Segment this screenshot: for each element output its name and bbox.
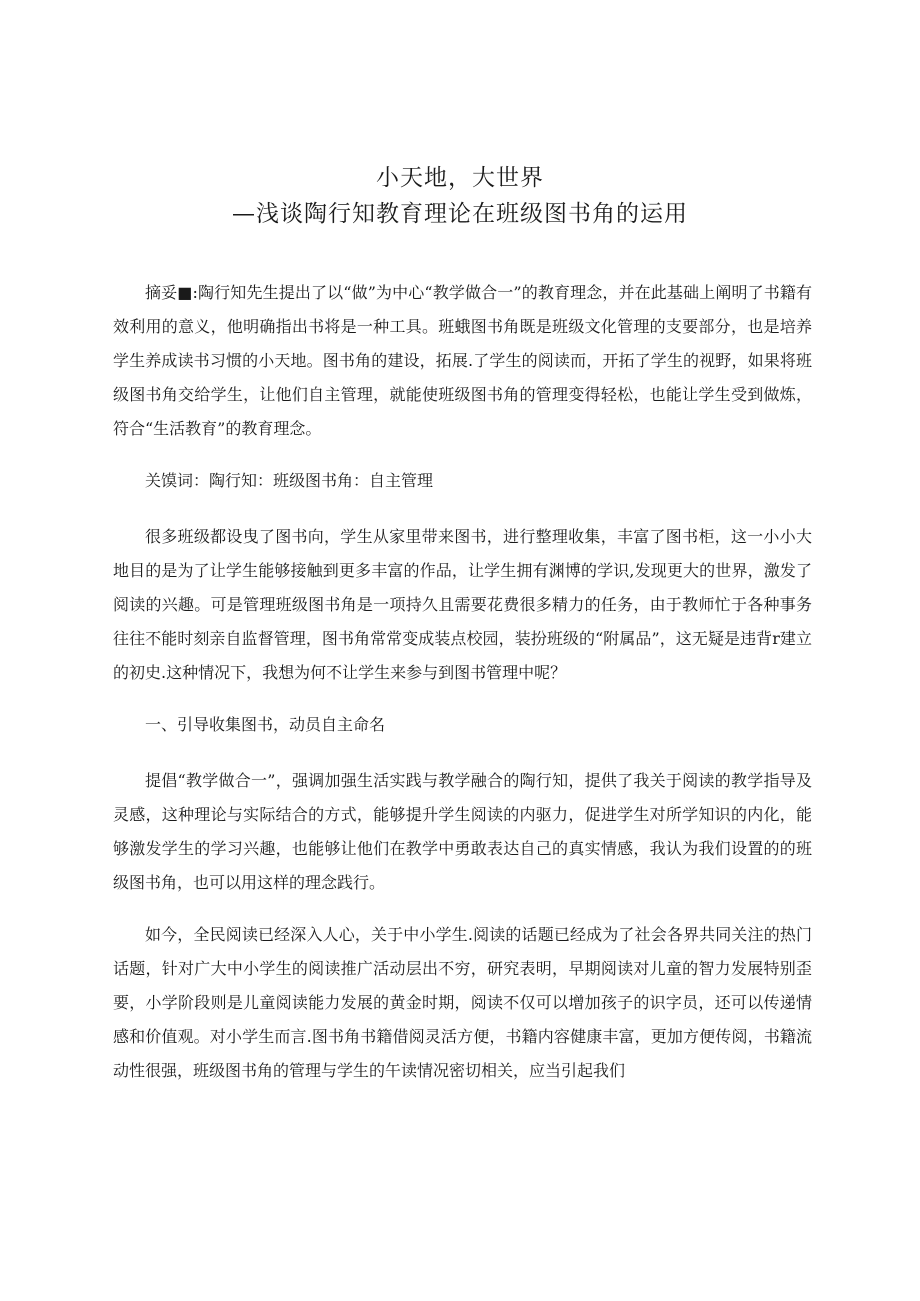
document-body — [113, 276, 812, 1106]
section-heading: 一、引导收集图书，动员自主命名 — [145, 715, 386, 734]
body-paragraph: 提倡“教学做合一”，强调加强生活实践与教学融合的陶行知，提供了我关于阅读的教学指导及灵感，这种理论与实际结合的方式，能够提升学生阅读的内驱力，促进学生对所学知识的内化，能够激发学生的学习兴趣，也能够让他们在教学中勇敢表达自己的真实情感，我认为我们设置的的班级图书角，也可以用这样的理念践行。 — [113, 771, 812, 892]
body-paragraph: 如今，全民阅读已经深入人心，关于中小学生.阅读的话题已经成为了社会各界共同关注的热门话题，针对广大中小学生的阅读推广活动层出不穷，研究表明，早期阅读对儿童的智力发展特别歪要，小学阶段则是儿童阅读能力发展的黄金时期，阅读不仅可以增加孩子的识字员，还可以传递情感和价值观。对小学生而言.图书角书籍借阅灵活方便，书籍内容健康丰富，更加方便传阅，书籍流动性很强，班级图书角的管理与学生的午读情况密切相关，应当引起我们 — [113, 925, 812, 1080]
title-block — [0, 160, 920, 232]
document-title: 小天地，大世界 — [376, 165, 544, 191]
intro-paragraph: 很多班级都设曳了图书向，学生从家里带来图书，进行整理收集，丰富了图书柜，这一小小大地目的是为了让学生能够接触到更多丰富的作品，让学生拥有渊博的学识,发现更大的世界，激发了阅读的兴趣。可是管理班级图书角是一项持久且需要花费很多精力的任务，由于教师忙于各种事务往往不能时刻亲自监督管理，图书角常常变成装点校园，装扮班级的“附属品”，这无疑是违背r建立的初史.这种情况下，我想为何不让学生来参与到图书管理中呢？ — [113, 527, 812, 682]
keywords-line: 关馍词：陶行知：班级图书角：自主管理 — [145, 471, 434, 490]
abstract-paragraph: 摘妥■:陶行知先生提出了以“做”为中心“教学做合一”的教育理念，并在此基础上阐明了书籍有效利用的意义，他明确指出书将是一种工具。班蛾图书角既是班级文化管理的支要部分，也是培养学生养成读书习惯的小天地。图书角的建设，拓展.了学生的阅读而，开拓了学生的视野，如果将班级图书角交给学生，让他们自主管理，就能使班级图书角的管理变得轻松，也能让学生受到做炼，符合“生活教育”的教育理念。 — [113, 283, 812, 438]
document-subtitle: —浅谈陶行知教育理论在班级图书角的运用 — [232, 201, 688, 227]
